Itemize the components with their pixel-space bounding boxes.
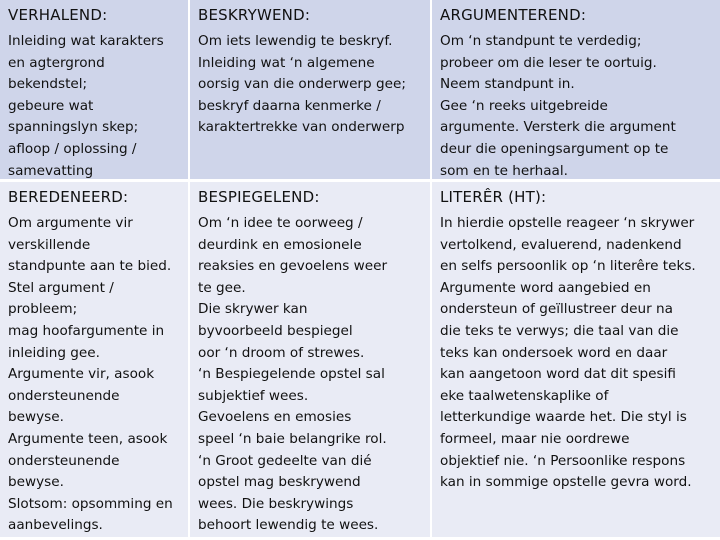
text-verhalend: Inleiding wat karakters en agtergrond bekendstel; gebeure wat spanningslyn skep; afloop / oplossing / samevatting — [8, 33, 164, 179]
heading-literer: LITERÊR (HT): — [440, 188, 547, 206]
text-argumenterend: Om ‘n standpunt te verdedig; probeer om die leser te oortuig. Neem standpunt in. Gee ‘n reeks uitgebreide argumente. Versterk die argument deur die openingsargument op te som en te herhaal. — [440, 33, 676, 179]
cell-beskrywend — [190, 0, 432, 182]
heading-beredeneerd: BEREDENEERD: — [8, 188, 129, 206]
heading-bespiegelend: BESPIEGELEND: — [198, 188, 320, 206]
text-bespiegelend: Om ‘n idee te oorweeg / deurdink en emosionele reaksies en gevoelens weer te gee. Die skrywer kan byvoorbeeld bespiegel oor ‘n droom of strewes. ‘n Bespiegelende opstel sal subjektief wees. Gevoelens en emosies speel ‘n baie belangrike rol. ‘n Groot gedeelte van dié opstel mag beskrywend wees. Die beskrywings behoort lewendig te wees. — [198, 215, 388, 534]
text-beredeneerd: Om argumente vir verskillende standpunte aan te bied. Stel argument / probleem; mag hoofargumente in inleiding gee. Argumente vir, asook ondersteunende bewyse. Argumente teen, asook ondersteunende bewyse. Slotsom: opsomming en aanbevelings. — [8, 215, 173, 534]
text-beskrywend: Om iets lewendig te beskryf. Inleiding wat ‘n algemene oorsig van die onderwerp gee; beskryf daarna kenmerke / karaktertrekke van onderwerp — [198, 33, 406, 136]
heading-beskrywend: BESKRYWEND: — [198, 6, 311, 24]
cell-bespiegelend — [190, 182, 432, 540]
cell-beredeneerd — [0, 182, 190, 540]
cell-argumenterend — [432, 0, 720, 182]
text-literer: In hierdie opstelle reageer ‘n skrywer vertolkend, evaluerend, nadenkend en selfs persoonlik op ‘n literêre teks. Argumente word aangebied en ondersteun of geïllustreer deur na die teks te verwys; die taal van die teks kan ondersoek word en daar kan aangetoon word dat dit spesifi eke taalwetenskaplike of letterkundige waarde het. Die styl is formeel, maar nie oordrewe objektief nie. ‘n Persoonlike respons kan in sommige opstelle gevra word. — [440, 215, 696, 491]
heading-argumenterend: ARGUMENTEREND: — [440, 6, 587, 24]
heading-verhalend: VERHALEND: — [8, 6, 108, 24]
cell-literer — [432, 182, 720, 540]
cell-verhalend — [0, 0, 190, 182]
